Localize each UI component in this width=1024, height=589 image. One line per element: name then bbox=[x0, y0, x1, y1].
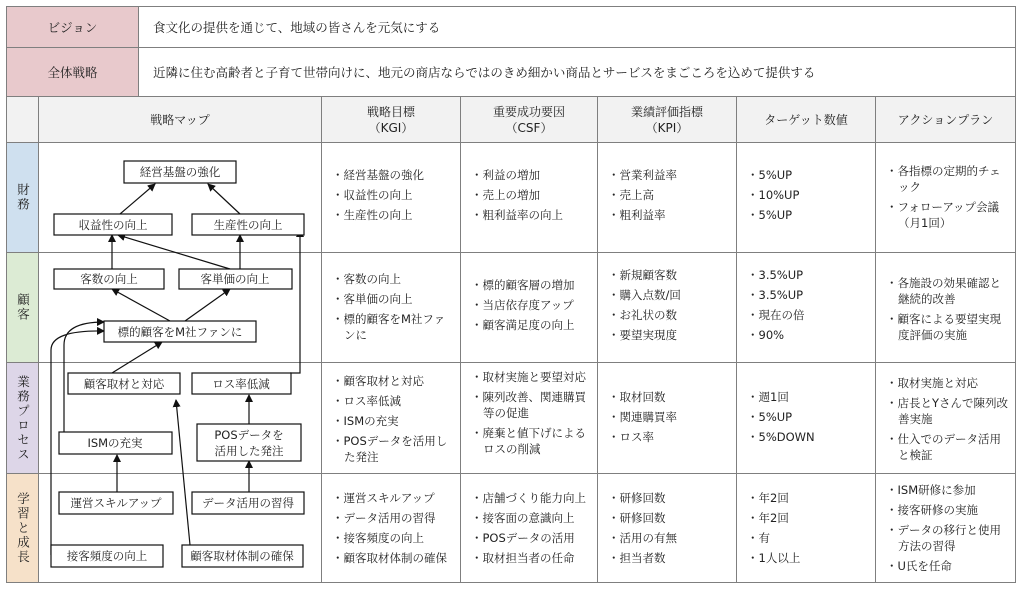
svg-text:活用した発注: 活用した発注 bbox=[214, 444, 284, 458]
list-item: ・ 客数の向上 bbox=[332, 271, 456, 287]
map-node-profitability bbox=[54, 214, 172, 235]
list-item: ・ 5%UP bbox=[747, 207, 871, 223]
list-item: ・ POSデータの活用 bbox=[471, 530, 593, 546]
svg-text:収益性の向上: 収益性の向上 bbox=[78, 218, 148, 232]
list-item: ・ 有 bbox=[747, 530, 871, 546]
list-item: ・ 週1回 bbox=[747, 389, 871, 405]
row-label-process: 業務プロセス bbox=[6, 362, 39, 474]
list-item: ・ 売上高 bbox=[608, 187, 732, 203]
list-item: ・ 生産性の向上 bbox=[332, 207, 456, 223]
list-item: ・ U氏を任命 bbox=[886, 558, 1011, 574]
list-item: ・ 取材回数 bbox=[608, 389, 732, 405]
svg-text:標的顧客をM社ファンに: 標的顧客をM社ファンに bbox=[117, 325, 243, 339]
list-item: ・ 5%DOWN bbox=[747, 429, 871, 445]
list-item: ・ 標的顧客層の増加 bbox=[471, 277, 593, 293]
list-item: ・ 売上の増加 bbox=[471, 187, 593, 203]
list-item: ・ 購入点数/回 bbox=[608, 287, 732, 303]
map-node-customer-count bbox=[54, 269, 164, 289]
list-item: ・ 研修回数 bbox=[608, 490, 732, 506]
list-item: ・ 接客頻度の向上 bbox=[332, 530, 456, 546]
svg-text:客単価の向上: 客単価の向上 bbox=[200, 272, 270, 286]
list-item: ・ 関連購買率 bbox=[608, 409, 732, 425]
map-node-target-fan bbox=[104, 321, 256, 342]
map-node-pos-ordering bbox=[197, 424, 301, 461]
list-item: ・ 顧客による要望実現度評価の実施 bbox=[886, 311, 1011, 343]
list-item: ・ 当店依存度アップ bbox=[471, 297, 593, 313]
list-item: ・ 現在の倍 bbox=[747, 307, 871, 323]
vision-text: 食文化の提供を通じて、地域の皆さんを元気にする bbox=[138, 6, 1016, 48]
list-item: ・ 陳列改善、関連購買等の促進 bbox=[471, 389, 593, 421]
list-item: ・ 90% bbox=[747, 327, 871, 343]
map-node-productivity bbox=[192, 214, 304, 235]
svg-text:POSデータを: POSデータを bbox=[214, 428, 284, 442]
list-item: ・ 仕入でのデータ活用と検証 bbox=[886, 431, 1011, 463]
map-node-data-skill bbox=[192, 492, 304, 514]
list-item: ・ 取材実施と要望対応 bbox=[471, 369, 593, 385]
svg-text:顧客取材体制の確保: 顧客取材体制の確保 bbox=[190, 549, 294, 563]
svg-text:接客頻度の向上: 接客頻度の向上 bbox=[66, 549, 148, 563]
list-item: ・ 各施設の効果確認と継続的改善 bbox=[886, 275, 1011, 307]
svg-text:ISMの充実: ISMの充実 bbox=[87, 436, 143, 450]
list-item: ・ 粗利益率 bbox=[608, 207, 732, 223]
list-item: ・ データの移行と使用方法の習得 bbox=[886, 522, 1011, 554]
list-item: ・ 顧客取材体制の確保 bbox=[332, 550, 456, 566]
header-target: ターゲット数値 bbox=[736, 96, 876, 143]
list-item: ・ 粗利益率の向上 bbox=[471, 207, 593, 223]
row-label-finance: 財務 bbox=[6, 142, 39, 253]
list-item: ・ 3.5%UP bbox=[747, 287, 871, 303]
map-node-interview-response bbox=[68, 373, 180, 394]
list-item: ・ データ活用の習得 bbox=[332, 510, 456, 526]
strategy-text: 近隣に住む高齢者と子育て世帯向けに、地元の商店ならではのきめ細かい商品とサービスをまごころを込めて提供する bbox=[138, 47, 1016, 97]
list-item: ・ 経営基盤の強化 bbox=[332, 167, 456, 183]
list-item: ・ 取材実施と対応 bbox=[886, 375, 1011, 391]
vision-label: ビジョン bbox=[6, 6, 139, 48]
list-item: ・ 要望実現度 bbox=[608, 327, 732, 343]
svg-text:客数の向上: 客数の向上 bbox=[80, 272, 138, 286]
list-item: ・ 1人以上 bbox=[747, 550, 871, 566]
list-item: ・ お礼状の数 bbox=[608, 307, 732, 323]
list-item: ・ 利益の増加 bbox=[471, 167, 593, 183]
list-item: ・ 店長とYさんで陳列改善実施 bbox=[886, 395, 1011, 427]
list-item: ・ 標的顧客をM社ファンに bbox=[332, 311, 456, 343]
svg-text:運営スキルアップ: 運営スキルアップ bbox=[70, 496, 162, 510]
header-csf: 重要成功要因 （CSF） bbox=[460, 96, 598, 143]
list-item: ・ 各指標の定期的チェック bbox=[886, 163, 1011, 195]
svg-text:データ活用の習得: データ活用の習得 bbox=[202, 496, 294, 510]
list-item: ・ ロス率 bbox=[608, 429, 732, 445]
svg-text:顧客取材と対応: 顧客取材と対応 bbox=[83, 377, 165, 391]
header-kgi: 戦略目標 （KGI） bbox=[321, 96, 461, 143]
list-item: ・ 年2回 bbox=[747, 490, 871, 506]
header-strategy-map: 戦略マップ bbox=[38, 96, 322, 143]
list-item: ・ 営業利益率 bbox=[608, 167, 732, 183]
list-item: ・ 新規顧客数 bbox=[608, 267, 732, 283]
list-item: ・ 運営スキルアップ bbox=[332, 490, 456, 506]
header-action: アクションプラン bbox=[875, 96, 1016, 143]
strategy-label: 全体戦略 bbox=[6, 47, 139, 97]
map-node-management-base bbox=[124, 161, 236, 183]
list-item: ・ 担当者数 bbox=[608, 550, 732, 566]
list-item: ・ フォローアップ会議（月1回） bbox=[886, 199, 1011, 231]
map-node-unit-price bbox=[179, 269, 292, 289]
list-item: ・ 収益性の向上 bbox=[332, 187, 456, 203]
list-item: ・ 客単価の向上 bbox=[332, 291, 456, 307]
row-label-customer: 顧客 bbox=[6, 252, 39, 363]
svg-text:ロス率低減: ロス率低減 bbox=[212, 377, 270, 391]
list-item: ・ ISMの充実 bbox=[332, 413, 456, 429]
list-item: ・ 年2回 bbox=[747, 510, 871, 526]
list-item: ・ 廃棄と値下げによるロスの削減 bbox=[471, 425, 593, 457]
svg-text:生産性の向上: 生産性の向上 bbox=[213, 218, 283, 232]
map-node-contact-frequency bbox=[51, 545, 163, 567]
list-item: ・ POSデータを活用した発注 bbox=[332, 433, 456, 465]
list-item: ・ 顧客満足度の向上 bbox=[471, 317, 593, 333]
list-item: ・ 研修回数 bbox=[608, 510, 732, 526]
map-node-ops-skill bbox=[59, 492, 173, 514]
list-item: ・ ロス率低減 bbox=[332, 393, 456, 409]
svg-text:経営基盤の強化: 経営基盤の強化 bbox=[139, 165, 221, 179]
list-item: ・ 接客面の意識向上 bbox=[471, 510, 593, 526]
map-node-ism bbox=[59, 432, 172, 454]
map-node-interview-system bbox=[182, 545, 303, 567]
list-item: ・ 3.5%UP bbox=[747, 267, 871, 283]
list-item: ・ 接客研修の実施 bbox=[886, 502, 1011, 518]
list-item: ・ 10%UP bbox=[747, 187, 871, 203]
header-kpi: 業績評価指標 （KPI） bbox=[597, 96, 737, 143]
list-item: ・ 顧客取材と対応 bbox=[332, 373, 456, 389]
list-item: ・ ISM研修に参加 bbox=[886, 482, 1011, 498]
row-label-learning: 学習と成長 bbox=[6, 473, 39, 583]
list-item: ・ 取材担当者の任命 bbox=[471, 550, 593, 566]
map-node-loss-reduction bbox=[192, 373, 291, 394]
list-item: ・ 5%UP bbox=[747, 409, 871, 425]
list-item: ・ 5%UP bbox=[747, 167, 871, 183]
list-item: ・ 店舗づくり能力向上 bbox=[471, 490, 593, 506]
list-item: ・ 活用の有無 bbox=[608, 530, 732, 546]
